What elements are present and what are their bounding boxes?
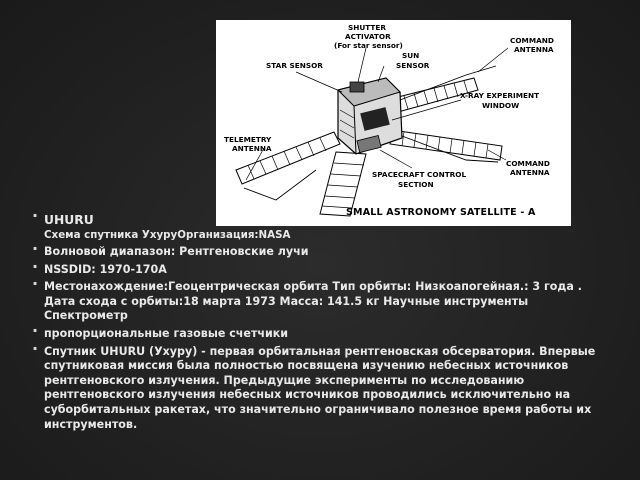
- label-shutter-activator: SHUTTER: [348, 23, 387, 32]
- bullet-item: · Местонахождение:Геоцентрическая орбита Тип орбиты: Низкоапогейная.: 3 года . Дата схода с орбиты:18 марта 1973 Масса: 141.5 кг Научные инструменты Спектрометр: [30, 280, 610, 324]
- bullet-item: · Волновой диапазон: Рентгеновские лучи: [30, 245, 610, 260]
- label-spacecraft-control-2: SECTION: [398, 180, 434, 189]
- label-sun-sensor-2: SENSOR: [396, 61, 430, 70]
- label-spacecraft-control: SPACECRAFT CONTROL: [372, 170, 467, 179]
- slide-subtitle: Схема спутника УхуруОрганизация:NASA: [44, 229, 291, 241]
- label-sun-sensor: SUN: [402, 51, 420, 60]
- label-command-antenna-top: COMMAND: [510, 36, 554, 45]
- bullet-item: · Спутник UHURU (Ухуру) - первая орбитальная рентгеновская обсерватория. Впервые спутниковая миссия была полностью посвящена изучению небесных источников рентгеновского излучения. Предыдущие эксперименты по исследованию рентгеновского излучения небесных источников проводились исключительно на суборбитальных ракетах, что значительно ограничивало полезное время работы их инструментов.: [30, 345, 610, 433]
- label-telemetry-antenna: TELEMETRY: [224, 135, 272, 144]
- solar-panel-lower-right: [390, 130, 502, 160]
- label-shutter-activator-3: (For star sensor): [334, 41, 403, 50]
- bullet-item-title: [30, 212, 610, 242]
- label-shutter-activator-2: ACTIVATOR: [345, 32, 391, 41]
- satellite-drawing: [216, 20, 571, 226]
- bullet-item: · NSSDID: 1970-170A: [30, 263, 610, 278]
- label-star-sensor: STAR SENSOR: [266, 61, 323, 70]
- bullet-item: · пропорциональные газовые счетчики: [30, 327, 610, 342]
- label-xray-window: X-RAY EXPERIMENT: [460, 91, 540, 100]
- bullet-list: [30, 212, 610, 435]
- label-telemetry-antenna-2: ANTENNA: [232, 144, 272, 153]
- label-command-antenna-bottom-2: ANTENNA: [510, 168, 550, 177]
- label-xray-window-2: WINDOW: [482, 101, 520, 110]
- label-command-antenna-top-2: ANTENNA: [514, 45, 554, 54]
- satellite-diagram: [216, 20, 571, 226]
- label-command-antenna-bottom: COMMAND: [506, 159, 550, 168]
- slide-title: · UHURU: [44, 213, 94, 227]
- diagram-caption: SMALL ASTRONOMY SATELLITE - A: [346, 207, 536, 218]
